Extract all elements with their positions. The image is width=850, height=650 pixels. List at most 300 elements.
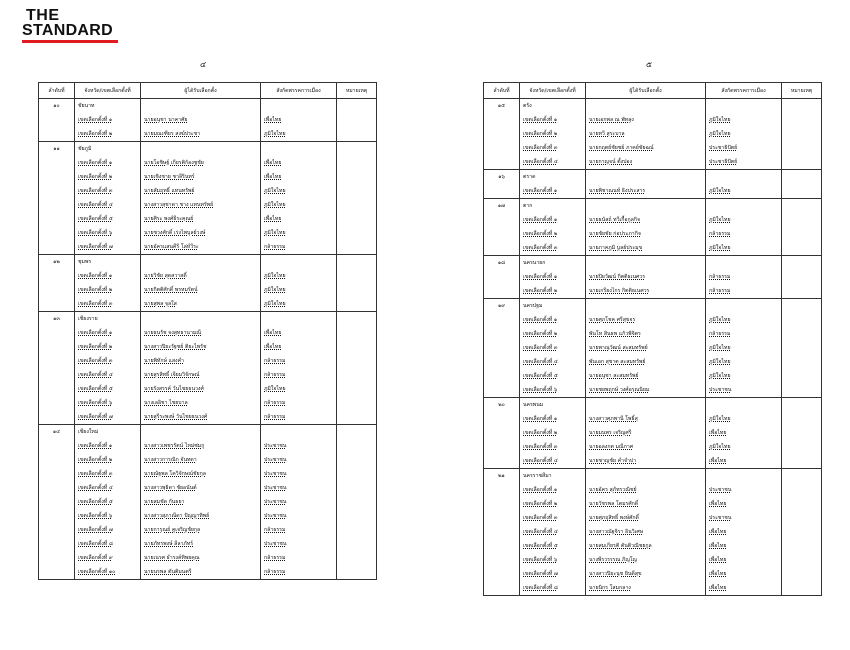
party-name: กล้าธรรม: [261, 368, 337, 382]
elected-name: นางสาวการณิก จันทดา: [141, 453, 261, 467]
party-name: ภูมิใจไทย: [706, 369, 782, 383]
logo-text-the: THE: [26, 7, 60, 24]
party-name: ภูมิใจไทย: [706, 127, 782, 141]
party-name: เพื่อไทย: [706, 426, 782, 440]
table-row: [484, 426, 822, 440]
table-row: [484, 511, 822, 525]
empty-cell: [484, 355, 520, 369]
party-name: กล้าธรรม: [706, 284, 782, 299]
table-row: [484, 567, 822, 581]
party-name: เพื่อไทย: [706, 539, 782, 553]
empty-cell: [484, 581, 520, 596]
elected-name: นายพาณุวัฒน์ สะสมทรัพย์: [586, 341, 706, 355]
constituency: เขตเลือกตั้งที่ ๗: [75, 240, 141, 255]
table-row: [484, 141, 822, 155]
logo-text-standard: STANDARD: [22, 22, 113, 39]
table-row: [484, 483, 822, 497]
empty-cell: [706, 199, 782, 214]
table-row: [39, 509, 377, 523]
party-name: เพื่อไทย: [706, 567, 782, 581]
empty-cell: [39, 565, 75, 580]
empty-cell: [39, 495, 75, 509]
constituency: เขตเลือกตั้งที่ ๒: [520, 497, 586, 511]
header-party: สังกัดพรรคการเมือง: [261, 83, 337, 99]
party-name: กล้าธรรม: [261, 396, 337, 410]
note-cell: [337, 425, 377, 440]
empty-cell: [484, 412, 520, 426]
constituency: เขตเลือกตั้งที่ ๖: [75, 396, 141, 410]
constituency: เขตเลือกตั้งที่ ๓: [520, 511, 586, 525]
note-cell: [782, 539, 822, 553]
constituency: เขตเลือกตั้งที่ ๔: [520, 355, 586, 369]
note-cell: [782, 483, 822, 497]
order-number: ๑๙: [484, 299, 520, 314]
elected-name: นายนรพล ตันติมนตรี: [141, 565, 261, 580]
elected-name: นางสาวปิยะนุช ยินดีสุข: [586, 567, 706, 581]
constituency: เขตเลือกตั้งที่ ๔: [75, 481, 141, 495]
empty-cell: [39, 226, 75, 240]
table-row: [484, 383, 822, 398]
table-row: [39, 226, 377, 240]
elected-name: พันเอก สุชาต สะสมทรัพย์: [586, 355, 706, 369]
table-row: [484, 525, 822, 539]
empty-cell: [141, 312, 261, 327]
note-cell: [782, 141, 822, 155]
note-cell: [782, 256, 822, 271]
order-number: ๑๕: [484, 99, 520, 114]
party-name: ภูมิใจไทย: [706, 184, 782, 199]
order-number: ๑๑: [39, 142, 75, 157]
table-row: [484, 553, 822, 567]
party-name: ประชาชน: [706, 383, 782, 398]
province-row: [39, 312, 377, 327]
note-cell: [337, 509, 377, 523]
empty-cell: [141, 142, 261, 157]
table-row: [39, 396, 377, 410]
party-name: กล้าธรรม: [706, 270, 782, 284]
constituency: เขตเลือกตั้งที่ ๔: [520, 155, 586, 170]
constituency: เขตเลือกตั้งที่ ๑: [520, 270, 586, 284]
order-number: ๒๑: [484, 469, 520, 484]
province-row: [484, 299, 822, 314]
party-name: ประชาชน: [261, 509, 337, 523]
table-row: [39, 297, 377, 312]
elected-name: นายอลงกต มณีกาศ: [586, 440, 706, 454]
elected-name: นายวิชัย สุดสวาสดิ์: [141, 269, 261, 283]
constituency: เขตเลือกตั้งที่ ๔: [75, 198, 141, 212]
province-row: [39, 99, 377, 114]
party-name: ประชาชน: [261, 537, 337, 551]
empty-cell: [39, 509, 75, 523]
party-name: ภูมิใจไทย: [706, 113, 782, 127]
empty-cell: [39, 113, 75, 127]
note-cell: [782, 525, 822, 539]
empty-cell: [484, 525, 520, 539]
constituency: เขตเลือกตั้งที่ ๒: [75, 340, 141, 354]
table-row: [484, 341, 822, 355]
elected-name: นายชวงศักดิ์ เร่งไพบูลย์วงษ์: [141, 226, 261, 240]
empty-cell: [484, 184, 520, 199]
elected-name: นายสุรสิทธิ์ เจียมวิจักษณ์: [141, 368, 261, 382]
empty-cell: [39, 354, 75, 368]
table-row: [39, 410, 377, 425]
constituency: เขตเลือกตั้งที่ ๒: [520, 327, 586, 341]
note-cell: [337, 523, 377, 537]
party-name: เพื่อไทย: [706, 525, 782, 539]
empty-cell: [484, 383, 520, 398]
note-cell: [337, 113, 377, 127]
constituency: เขตเลือกตั้งที่ ๑: [520, 113, 586, 127]
party-name: กล้าธรรม: [261, 551, 337, 565]
constituency: เขตเลือกตั้งที่ ๑: [520, 313, 586, 327]
note-cell: [782, 170, 822, 185]
elected-name: นางเลอิชา ไชยบาล: [141, 396, 261, 410]
province-name: ตรัง: [520, 99, 586, 114]
empty-cell: [706, 99, 782, 114]
order-number: ๒๐: [484, 398, 520, 413]
constituency: เขตเลือกตั้งที่ ๑: [75, 269, 141, 283]
province-name: ตาก: [520, 199, 586, 214]
table-row: [39, 368, 377, 382]
party-name: ภูมิใจไทย: [706, 355, 782, 369]
empty-cell: [706, 170, 782, 185]
party-name: ภูมิใจไทย: [706, 313, 782, 327]
province-row: [484, 256, 822, 271]
header-elected: ผู้ได้รับเลือกตั้ง: [586, 83, 706, 99]
elected-name: นายศุภฤสิทธิ์ พงษ์ศักดิ์: [586, 511, 706, 525]
empty-cell: [261, 142, 337, 157]
elected-name: นายโอชิษฐ์ เกียรติก้องชูชัย: [141, 156, 261, 170]
party-name: ภูมิใจไทย: [261, 297, 337, 312]
empty-cell: [484, 213, 520, 227]
constituency: เขตเลือกตั้งที่ ๗: [75, 523, 141, 537]
constituency: เขตเลือกตั้งที่ ๙: [75, 551, 141, 565]
table-row: [39, 523, 377, 537]
table-header-row: [39, 83, 377, 99]
party-name: กล้าธรรม: [261, 410, 337, 425]
province-name: ชุมพร: [75, 255, 141, 270]
empty-cell: [484, 270, 520, 284]
note-cell: [337, 283, 377, 297]
empty-cell: [39, 269, 75, 283]
elected-name: นายอนุชา สะสมทรัพย์: [586, 369, 706, 383]
party-name: ประชาชน: [706, 483, 782, 497]
table-row: [484, 369, 822, 383]
constituency: เขตเลือกตั้งที่ ๓: [520, 440, 586, 454]
empty-cell: [484, 141, 520, 155]
header-province: จังหวัด/เขตเลือกตั้งที่: [520, 83, 586, 99]
party-name: ภูมิใจไทย: [261, 226, 337, 240]
constituency: เขตเลือกตั้งที่ ๒: [520, 227, 586, 241]
constituency: เขตเลือกตั้งที่ ๕: [75, 382, 141, 396]
empty-cell: [586, 299, 706, 314]
elected-name: นายพิทักษ์ แสงคำ: [141, 354, 261, 368]
elected-name: นายสุพล จุลใส: [141, 297, 261, 312]
note-cell: [337, 340, 377, 354]
note-cell: [782, 440, 822, 454]
note-cell: [782, 469, 822, 484]
elected-name: นายพิชาณนท์ ธิงประสาร: [586, 184, 706, 199]
elected-name: นายเกรียงไกร กิตติธเนศวร: [586, 284, 706, 299]
party-name: ประชาธิปัตย์: [706, 155, 782, 170]
note-cell: [337, 467, 377, 481]
party-name: ประชาชน: [706, 511, 782, 525]
empty-cell: [484, 483, 520, 497]
note-cell: [782, 398, 822, 413]
table-row: [484, 113, 822, 127]
constituency: เขตเลือกตั้งที่ ๖: [520, 383, 586, 398]
logo-red-bar: [22, 40, 118, 43]
table-row: [39, 326, 377, 340]
constituency: เขตเลือกตั้งที่ ๒: [520, 284, 586, 299]
constituency: เขตเลือกตั้งที่ ๒: [520, 426, 586, 440]
table-row: [39, 283, 377, 297]
party-name: เพื่อไทย: [261, 212, 337, 226]
note-cell: [782, 567, 822, 581]
constituency: เขตเลือกตั้งที่ ๓: [75, 184, 141, 198]
order-number: ๑๔: [39, 425, 75, 440]
province-row: [39, 142, 377, 157]
empty-cell: [39, 283, 75, 297]
party-name: กล้าธรรม: [261, 523, 337, 537]
results-table-left: [38, 82, 377, 580]
elected-name: นายกฤตย์ชัยชย์ ภาคย์ชัยฉณ์: [586, 141, 706, 155]
elected-name: นายกิตติศักดิ์ พรหมรัตน์: [141, 283, 261, 297]
elected-name: นายธนัสถ์ ทวีเกื้อกูลกิจ: [586, 213, 706, 227]
table-row: [39, 170, 377, 184]
elected-name: นางสาวสุภาณีดา ปัญญาทิพย์: [141, 509, 261, 523]
party-name: กล้าธรรม: [261, 354, 337, 368]
note-cell: [782, 284, 822, 299]
province-name: นครปฐม: [520, 299, 586, 314]
results-table-right: [483, 82, 822, 596]
note-cell: [337, 537, 377, 551]
empty-cell: [484, 284, 520, 299]
table-row: [484, 497, 822, 511]
empty-cell: [39, 368, 75, 382]
table-row: [39, 156, 377, 170]
party-name: เพื่อไทย: [706, 497, 782, 511]
order-number: ๑๐: [39, 99, 75, 114]
note-cell: [337, 99, 377, 114]
table-row: [484, 284, 822, 299]
constituency: เขตเลือกตั้งที่ ๕: [75, 212, 141, 226]
party-name: ประชาชน: [261, 453, 337, 467]
empty-cell: [141, 255, 261, 270]
constituency: เขตเลือกตั้งที่ ๗: [520, 567, 586, 581]
empty-cell: [484, 539, 520, 553]
party-name: เพื่อไทย: [261, 113, 337, 127]
order-number: ๑๗: [484, 199, 520, 214]
empty-cell: [706, 398, 782, 413]
elected-name: นายสัมฤทธิ์ แทนทรัพย์: [141, 184, 261, 198]
page-number-right: ๕: [646, 60, 653, 69]
note-cell: [782, 241, 822, 256]
note-cell: [337, 354, 377, 368]
table-row: [484, 454, 822, 469]
elected-name: นายธนรัช จงสุทธานามณี: [141, 326, 261, 340]
empty-cell: [39, 467, 75, 481]
table-row: [484, 213, 822, 227]
constituency: เขตเลือกตั้งที่ ๑: [520, 184, 586, 199]
party-name: ภูมิใจไทย: [706, 341, 782, 355]
header-order: ลำดับที่: [39, 83, 75, 99]
party-name: กล้าธรรม: [261, 565, 337, 580]
province-name: ชัยภูมิ: [75, 142, 141, 157]
note-cell: [782, 270, 822, 284]
constituency: เขตเลือกตั้งที่ ๓: [75, 297, 141, 312]
table-row: [39, 127, 377, 142]
note-cell: [782, 99, 822, 114]
table-row: [39, 184, 377, 198]
empty-cell: [39, 156, 75, 170]
province-row: [39, 255, 377, 270]
note-cell: [782, 355, 822, 369]
note-cell: [337, 551, 377, 565]
note-cell: [337, 212, 377, 226]
constituency: เขตเลือกตั้งที่ ๕: [520, 539, 586, 553]
empty-cell: [706, 299, 782, 314]
empty-cell: [39, 523, 75, 537]
note-cell: [782, 369, 822, 383]
empty-cell: [484, 440, 520, 454]
header-elected: ผู้ได้รับเลือกตั้ง: [141, 83, 261, 99]
note-cell: [337, 495, 377, 509]
party-name: ภูมิใจไทย: [261, 198, 337, 212]
empty-cell: [39, 297, 75, 312]
party-name: กล้าธรรม: [261, 240, 337, 255]
constituency: เขตเลือกตั้งที่ ๔: [520, 525, 586, 539]
party-name: ประชาชน: [261, 439, 337, 453]
table-row: [484, 270, 822, 284]
note-cell: [782, 511, 822, 525]
constituency: เขตเลือกตั้งที่ ๖: [520, 553, 586, 567]
note-cell: [337, 170, 377, 184]
province-name: เชียงใหม่: [75, 425, 141, 440]
elected-name: พันโท สินธพ แก้วพิจิตร: [586, 327, 706, 341]
note-cell: [337, 382, 377, 396]
party-name: ประชาชน: [261, 495, 337, 509]
table-row: [484, 581, 822, 596]
table-row: [484, 127, 822, 141]
table-row: [484, 539, 822, 553]
constituency: เขตเลือกตั้งที่ ๒: [75, 170, 141, 184]
note-cell: [337, 481, 377, 495]
province-name: นครพนม: [520, 398, 586, 413]
note-cell: [782, 155, 822, 170]
empty-cell: [39, 240, 75, 255]
elected-name: นายชาญชัย คำจำปา: [586, 454, 706, 469]
empty-cell: [484, 155, 520, 170]
note-cell: [337, 297, 377, 312]
constituency: เขตเลือกตั้งที่ ๗: [75, 410, 141, 425]
empty-cell: [706, 256, 782, 271]
elected-name: นายรังสรรค์ วันไชยธนวงศ์: [141, 382, 261, 396]
province-row: [484, 99, 822, 114]
constituency: เขตเลือกตั้งที่ ๑: [75, 156, 141, 170]
constituency: เขตเลือกตั้งที่ ๒: [75, 453, 141, 467]
note-cell: [782, 184, 822, 199]
province-name: นครนายก: [520, 256, 586, 271]
elected-name: นายชยพฤกษ์ วงศ์อรุณนิยม: [586, 383, 706, 398]
table-row: [39, 551, 377, 565]
party-name: ภูมิใจไทย: [706, 440, 782, 454]
note-cell: [337, 396, 377, 410]
empty-cell: [261, 99, 337, 114]
empty-cell: [586, 99, 706, 114]
elected-name: นายภัทรพงษ์ ลีลาภัทร์: [141, 537, 261, 551]
province-name: ชัยนาท: [75, 99, 141, 114]
party-name: กล้าธรรม: [706, 227, 782, 241]
party-name: เพื่อไทย: [261, 170, 337, 184]
table-row: [484, 184, 822, 199]
constituency: เขตเลือกตั้งที่ ๘: [520, 581, 586, 596]
note-cell: [782, 412, 822, 426]
constituency: เขตเลือกตั้งที่ ๑: [520, 213, 586, 227]
empty-cell: [39, 198, 75, 212]
party-name: ภูมิใจไทย: [706, 213, 782, 227]
party-name: ภูมิใจไทย: [261, 127, 337, 142]
header-note: หมายเหตุ: [337, 83, 377, 99]
table-row: [39, 481, 377, 495]
elected-name: นายเอกพล ณ พัทลุง: [586, 113, 706, 127]
table-row: [484, 241, 822, 256]
empty-cell: [39, 410, 75, 425]
elected-name: นายกาญจน์ ตั้งปอง: [586, 155, 706, 170]
province-row: [484, 170, 822, 185]
note-cell: [782, 199, 822, 214]
elected-name: นายปิยวัฒน์ กิตติธเนศวร: [586, 270, 706, 284]
province-row: [39, 425, 377, 440]
note-cell: [337, 156, 377, 170]
table-row: [484, 355, 822, 369]
constituency: เขตเลือกตั้งที่ ๓: [520, 241, 586, 256]
note-cell: [337, 410, 377, 425]
table-header-row: [484, 83, 822, 99]
party-name: ภูมิใจไทย: [261, 283, 337, 297]
table-row: [39, 340, 377, 354]
empty-cell: [586, 199, 706, 214]
constituency: เขตเลือกตั้งที่ ๒: [75, 283, 141, 297]
table-row: [39, 240, 377, 255]
empty-cell: [39, 439, 75, 453]
note-cell: [782, 127, 822, 141]
elected-name: นายสมเกียรติ ตันติวณิชยกูล: [586, 539, 706, 553]
party-name: ภูมิใจไทย: [261, 382, 337, 396]
party-name: เพื่อไทย: [261, 326, 337, 340]
empty-cell: [484, 426, 520, 440]
table-row: [484, 155, 822, 170]
elected-name: นางสาวศุภพานี โพธิ์สุ: [586, 412, 706, 426]
empty-cell: [261, 312, 337, 327]
empty-cell: [39, 481, 75, 495]
empty-cell: [484, 369, 520, 383]
empty-cell: [484, 313, 520, 327]
elected-name: นายอัครแสนคีรี โล่ห์วีระ: [141, 240, 261, 255]
party-name: กล้าธรรม: [706, 327, 782, 341]
province-name: ตราด: [520, 170, 586, 185]
table-row: [484, 440, 822, 454]
constituency: เขตเลือกตั้งที่ ๑: [520, 412, 586, 426]
note-cell: [337, 142, 377, 157]
note-cell: [782, 426, 822, 440]
empty-cell: [39, 170, 75, 184]
elected-name: นางพีรวรรรณ ภิญโญ: [586, 553, 706, 567]
note-cell: [782, 213, 822, 227]
party-name: ภูมิใจไทย: [261, 269, 337, 283]
province-row: [484, 469, 822, 484]
elected-name: นางสาวพุธิดา ชัยอนันต์: [141, 481, 261, 495]
